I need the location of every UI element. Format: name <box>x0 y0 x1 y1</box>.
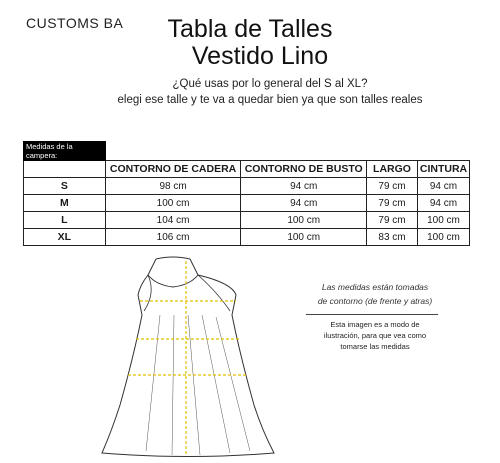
cell-bust: 94 cm <box>241 178 367 195</box>
dress-straps <box>148 259 198 275</box>
cell-length: 83 cm <box>367 229 418 246</box>
page-title: Tabla de Talles <box>167 15 333 43</box>
dress-illustration <box>90 255 290 460</box>
illustration-note: ilustración, para que vea como <box>323 331 427 340</box>
size-label: M <box>24 195 106 212</box>
header-length: LARGO <box>367 161 418 178</box>
cell-hip: 98 cm <box>105 178 241 195</box>
header-bust: CONTORNO DE BUSTO <box>241 161 367 178</box>
cell-bust: 100 cm <box>241 229 367 246</box>
subtitle-question: ¿Qué usas por lo general del S al XL? <box>172 78 368 90</box>
illustration-note: Esta imagen es a modo de <box>330 320 420 329</box>
table-caption-row <box>24 142 470 161</box>
cell-length: 79 cm <box>367 212 418 229</box>
table-row <box>24 212 470 229</box>
cell-waist: 94 cm <box>417 195 469 212</box>
table-row <box>24 178 470 195</box>
cell-waist: 94 cm <box>417 178 469 195</box>
subtitle-advice: elegi ese talle y te va a quedar bien ya que son talles reales <box>117 94 423 106</box>
cell-waist: 100 cm <box>417 229 469 246</box>
dress-neck <box>156 257 190 259</box>
table-row <box>24 229 470 246</box>
measure-note: Las medidas están tomadas <box>321 282 429 292</box>
product-name: Vestido Lino <box>191 42 329 70</box>
size-label: S <box>24 178 106 195</box>
size-label: L <box>24 212 106 229</box>
header-waist: CINTURA <box>417 161 469 178</box>
cell-bust: 100 cm <box>241 212 367 229</box>
cell-length: 79 cm <box>367 178 418 195</box>
size-label: XL <box>24 229 106 246</box>
cell-length: 79 cm <box>367 195 418 212</box>
cell-hip: 100 cm <box>105 195 241 212</box>
table-header-row <box>24 161 470 178</box>
cell-bust: 94 cm <box>241 195 367 212</box>
illustration-note: tomarse las medidas <box>340 342 410 351</box>
table-row <box>24 195 470 212</box>
header-hip: CONTORNO DE CADERA <box>105 161 241 178</box>
measure-note-detail: de contorno (de frente y atras) <box>317 296 433 306</box>
header-size <box>24 161 106 178</box>
table-caption: Medidas de la campera: <box>24 142 106 161</box>
cell-hip: 104 cm <box>105 212 241 229</box>
size-table <box>23 141 470 246</box>
brand-name: CUSTOMS BA <box>26 15 124 31</box>
divider <box>306 314 438 315</box>
dress-outline <box>102 275 274 457</box>
cell-hip: 106 cm <box>105 229 241 246</box>
cell-waist: 100 cm <box>417 212 469 229</box>
